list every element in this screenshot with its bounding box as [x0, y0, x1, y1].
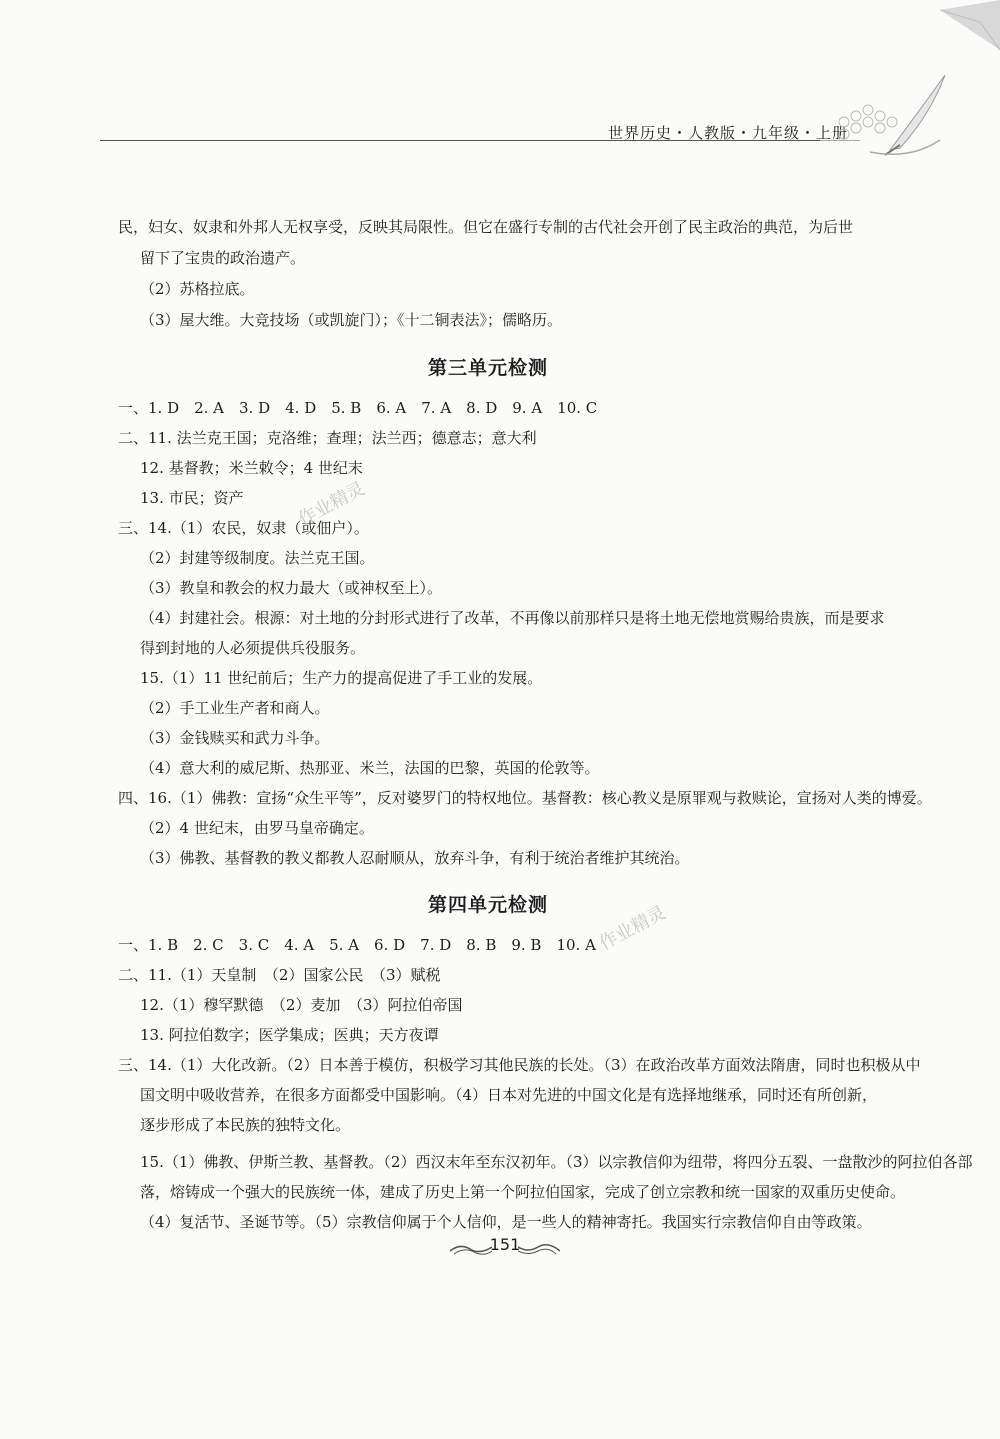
answer-line: （2）手工业生产者和商人。 — [140, 699, 330, 717]
page-fold-decoration — [940, 0, 1000, 50]
answer-line: （4）复活节、圣诞节等。（5）宗教信仰属于个人信仰，是一些人的精神寄托。我国实行宗教信仰自由等政策。 — [140, 1213, 872, 1231]
header-title: 世界历史・人教版・九年级・上册 — [608, 124, 849, 142]
answer-line: （3）佛教、基督教的教义都教人忍耐顺从，放弃斗争，有利于统治者维护其统治。 — [140, 849, 690, 867]
answer-line: （3）教皇和教会的权力最大（或神权至上）。 — [140, 579, 443, 597]
answer-line: 三、14.（1）大化改新。（2）日本善于模仿，积极学习其他民族的长处。（3）在政治改革方面效法隋唐，同时也积极从中 — [118, 1056, 921, 1074]
watermark: 作业精灵 — [595, 902, 670, 955]
intro-line: 留下了宝贵的政治遗产。 — [140, 249, 306, 267]
answer-line: 国文明中吸收营养，在很多方面都受中国影响。（4）日本对先进的中国文化是有选择地继承，同时还有所创新， — [140, 1086, 878, 1104]
section-title: 第四单元检测 — [427, 894, 548, 916]
answer-line: 二、11. 法兰克王国；克洛维；查理；法兰西；德意志；意大利 — [118, 429, 537, 447]
answer-line: （3）金钱赎买和武力斗争。 — [140, 729, 330, 747]
wave-ornament-left — [450, 1241, 492, 1255]
page-number-block — [450, 1235, 560, 1254]
answer-line: （4）封建社会。根源：对土地的分封形式进行了改革，不再像以前那样只是将土地无偿地赏赐给贵族，而是要求 — [140, 609, 885, 627]
watermark: 作业精灵 — [294, 478, 369, 531]
answer-line: 四、16.（1）佛教：宣扬“众生平等”，反对婆罗门的特权地位。基督教：核心教义是原罪观与救赎论，宣扬对人类的博爱。 — [118, 789, 932, 807]
answer-line: 逐步形成了本民族的独特文化。 — [140, 1116, 351, 1134]
answer-line: 12.（1）穆罕默德 （2）麦加 （3）阿拉伯帝国 — [140, 996, 463, 1014]
answer-line: 二、11.（1）天皇制 （2）国家公民 （3）赋税 — [118, 966, 441, 984]
answer-line: 一、1. B 2. C 3. C 4. A 5. A 6. D 7. D 8. B 9. B 10. A — [118, 936, 596, 954]
answer-line: 一、1. D 2. A 3. D 4. D 5. B 6. A 7. A 8. D 9. A 10. C — [118, 399, 598, 417]
answer-line: 13. 阿拉伯数字；医学集成；医典；天方夜谭 — [140, 1026, 439, 1044]
section-title: 第三单元检测 — [427, 357, 548, 379]
answer-line: （4）意大利的威尼斯、热那亚、米兰，法国的巴黎，英国的伦敦等。 — [140, 759, 600, 777]
answer-line: 13. 市民；资产 — [140, 489, 244, 507]
answer-line: 15.（1）11 世纪前后；生产力的提高促进了手工业的发展。 — [140, 669, 543, 687]
intro-line: 民，妇女、奴隶和外邦人无权享受，反映其局限性。但它在盛行专制的古代社会开创了民主政治的典范，为后世 — [118, 218, 854, 236]
answer-line: （2）封建等级制度。法兰克王国。 — [140, 549, 375, 567]
wave-ornament-right — [518, 1241, 560, 1255]
intro-line: （3）屋大维。大竞技场（或凯旋门）；《十二铜表法》；儒略历。 — [140, 311, 563, 329]
page-number: 151 — [489, 1235, 521, 1254]
intro-line: （2）苏格拉底。 — [140, 280, 255, 298]
answer-line: 三、14.（1）农民，奴隶（或佃户）。 — [118, 519, 369, 537]
answer-line: 得到封地的人必须提供兵役服务。 — [140, 639, 366, 657]
answer-line: 落，熔铸成一个强大的民族统一体，建成了历史上第一个阿拉伯国家，完成了创立宗教和统一国家的双重历史使命。 — [140, 1183, 906, 1201]
answer-line: （2）4 世纪末，由罗马皇帝确定。 — [140, 819, 374, 837]
quill-hexagon-decoration — [830, 70, 970, 160]
answer-line: 12. 基督教；米兰敕令；4 世纪末 — [140, 459, 363, 477]
answer-line: 15.（1）佛教、伊斯兰教、基督教。（2）西汉末年至东汉初年。（3）以宗教信仰为纽带，将四分五裂、一盘散沙的阿拉伯各部 — [140, 1153, 973, 1171]
